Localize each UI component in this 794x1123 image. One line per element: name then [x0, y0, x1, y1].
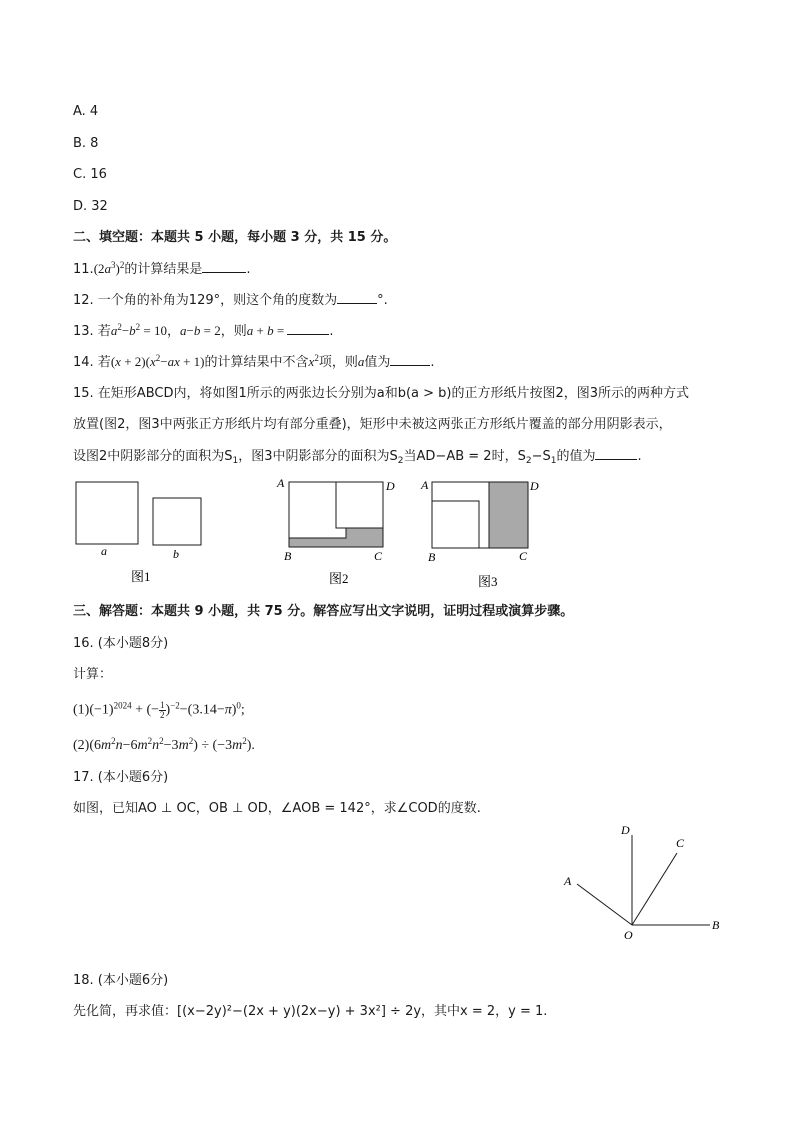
q15-line3-e: 的值为: [556, 449, 596, 464]
fig3-label-a: A: [421, 478, 429, 492]
section-2-header: 二、填空题：本题共 5 小题，每小题 3 分，共 15 分。: [73, 230, 397, 245]
q13-answer-blank[interactable]: [287, 322, 329, 335]
q11-suffix: 的计算结果是: [124, 262, 203, 277]
q13-condition-1: $a^2-b^2 = 10$: [110, 322, 167, 338]
q18-text: 先化简，再求值：[(x−2y)²−(2x + y)(2x−y) + 3x²] ÷ 2y，其中x = 2，y = 1.: [73, 1004, 548, 1019]
point-b-label: B: [712, 918, 720, 932]
point-d-label: D: [621, 823, 630, 837]
q15-answer-blank[interactable]: [595, 447, 637, 460]
q17-angle-figure: [555, 815, 735, 950]
q14-suffix: 值为: [364, 355, 391, 370]
question-13: 13. 若$a^2-b^2 = 10$，a−b = 2，则a + b = .: [73, 322, 334, 339]
q12-text: 12. 一个角的补角为129°，则这个角的度数为: [73, 293, 338, 308]
question-12: [73, 291, 388, 310]
fig3-label-b: B: [428, 550, 436, 564]
figure-1: [76, 482, 201, 584]
q15-figures: [0, 470, 794, 600]
q15-line3-b: ，图3中阴影部分的面积为S: [238, 449, 398, 464]
fig2-label-b: B: [284, 549, 292, 563]
figure-2: [276, 476, 395, 586]
option-c: C. 16: [73, 167, 107, 182]
q16-part-2-label: (2): [73, 738, 90, 753]
fig2-label-c: C: [374, 549, 383, 563]
q15-line3-a: 设图2中阴影部分的面积为S: [73, 449, 233, 464]
question-15-line-1: 15. 在矩形ABCD内，将如图1所示的两张边长分别为a和b(a > b)的正方形纸片按图2，图3所示的两种方式: [73, 386, 690, 401]
question-11: $11.(2a^3)^2$的计算结果是 .: [73, 260, 251, 277]
fig1-caption: 图1: [131, 569, 151, 584]
q14-prefix: 14. 若: [73, 355, 111, 370]
square-a: [76, 482, 138, 544]
q16-part-1-label: (1): [73, 702, 90, 718]
q13-sep: ，: [167, 324, 181, 339]
q14-middle2: 项，则: [318, 355, 358, 370]
fig2-label-a: A: [277, 476, 285, 490]
q17-title: 17. (本小题6分): [73, 770, 169, 785]
option-a: A. 4: [73, 104, 99, 119]
question-15-line-2: 放置(图2，图3中两张正方形纸片均有部分重叠)，矩形中未被这两张正方形纸片覆盖的部分用阴影表示，: [73, 417, 672, 432]
point-a-label: A: [564, 874, 572, 888]
q12-answer-blank[interactable]: [337, 291, 377, 304]
q14-term: $x^2$: [308, 353, 319, 369]
q11-number: 11.: [73, 262, 94, 277]
q18-title: 18. (本小题6分): [73, 973, 169, 988]
q17-text: 如图，已知AO ⊥ OC，OB ⊥ OD，∠AOB = 142°，求∠COD的度数.: [73, 801, 481, 816]
q16-title: 16. (本小题8分): [73, 636, 169, 651]
label-a: a: [101, 544, 107, 558]
fig3-caption: 图3: [478, 574, 498, 589]
figure-3: [420, 478, 539, 589]
fraction-one-half: $\frac{1}{2}$: [160, 700, 165, 720]
question-14: 14. 若$(x + 2)(x^2-ax + 1)$的计算结果中不含$x^2$项，则a值为 .: [73, 353, 435, 370]
ray-oc: [632, 853, 677, 925]
option-b: B. 8: [73, 136, 99, 151]
question-15-line-3: 设图2中阴影部分的面积为$S_1$，图3中阴影部分的面积为$S_2$当AD−AB = 2时，$S_2-S_1$的值为 .: [73, 449, 642, 466]
q15-line3-c: 当AD−AB = 2时，S: [403, 449, 526, 464]
ray-oa: [577, 884, 632, 925]
q11-expression: $(2a^3)^2$: [93, 260, 125, 276]
q16-part-2: $(2)(6m^2n-6m^2n^2-3m^2) \div (-3m^2)$.: [73, 736, 255, 753]
option-d: D. 32: [73, 199, 108, 214]
fig3-square-b: [432, 501, 479, 548]
point-c-label: C: [676, 836, 685, 850]
q14-answer-blank[interactable]: [390, 353, 430, 366]
section-3-header: 三、解答题：本题共 9 小题，共 75 分。解答应写出文字说明，证明过程或演算步骤。: [73, 604, 574, 619]
q14-middle: 的计算结果中不含: [204, 355, 309, 370]
q15-line3-d: −S: [531, 449, 551, 464]
q13-then: ，则: [220, 324, 247, 339]
q13-target: a + b =: [246, 323, 288, 338]
q14-expression: $(x + 2)(x^2-ax + 1)$: [110, 353, 205, 369]
square-b: [153, 498, 201, 545]
q11-answer-blank[interactable]: [202, 260, 246, 273]
q13-condition-2: a−b = 2: [180, 323, 221, 338]
q16-part-1: $(1)(-1)^{2024}$ + (− $\frac{1}{2}$ )$^{-2}-(3.14-\pi)^0$;: [73, 700, 245, 720]
point-o-label: O: [624, 928, 633, 942]
q16-intro: 计算：: [73, 667, 113, 682]
fig3-label-d: D: [530, 479, 539, 493]
fig2-label-d: D: [386, 479, 395, 493]
fig3-label-c: C: [519, 549, 528, 563]
fig2-caption: 图2: [329, 571, 349, 586]
label-b: b: [173, 547, 179, 561]
q13-prefix: 13. 若: [73, 324, 111, 339]
q12-unit: °.: [377, 293, 388, 308]
q14-var: a: [357, 354, 365, 369]
fig2-square-b: [336, 482, 383, 528]
